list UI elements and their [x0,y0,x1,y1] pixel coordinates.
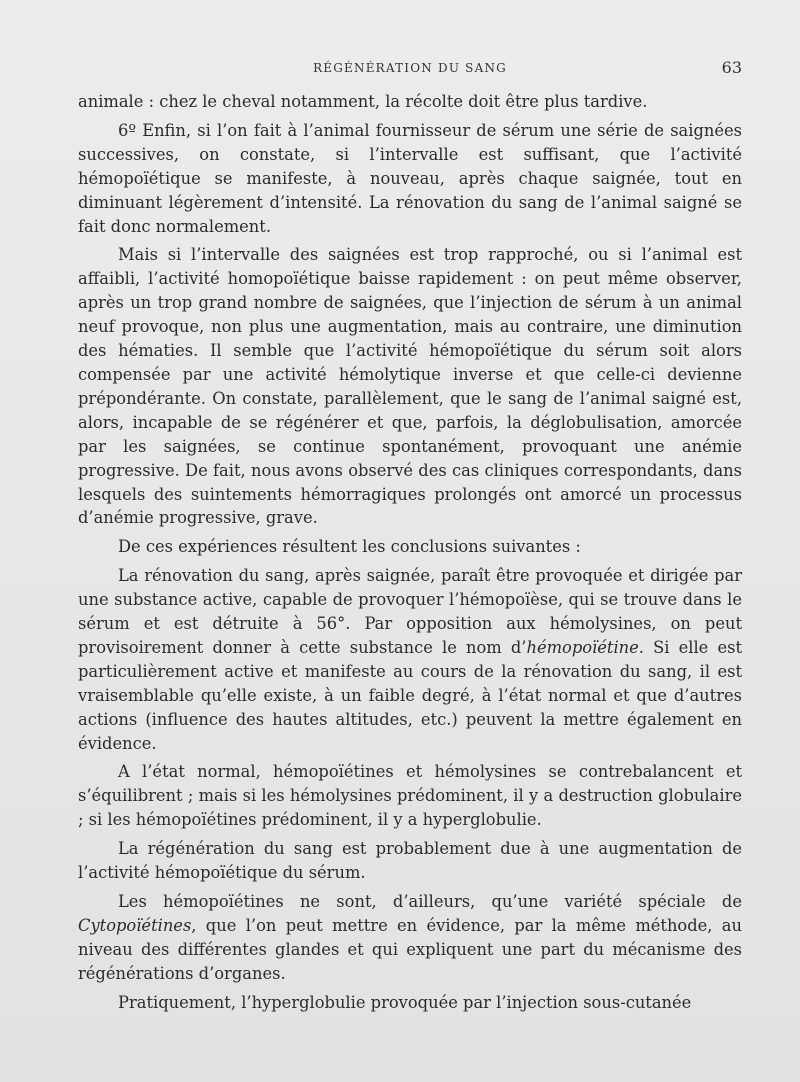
paragraph-point-6: 6º Enfin, si l’on fait à l’animal fournisseur de sérum une série de saignées successives, on constate, si l’intervalle est suffisant, que l’activité hémopoïétique se manifeste, à nouveau, après chaque saignée, tout en diminuant légèrement d’intensité. La rénovation du sang de l’animal saigné se fait donc normalement. [78,120,742,236]
paragraph-cytopoietines [78,890,742,986]
italic-term-hemopoietine: hémopoïétine [526,637,639,657]
paragraph-continuation: animale : chez le cheval notamment, la récolte doit être plus tardive. [78,92,648,111]
running-header [78,58,742,80]
paragraph-conclusions-intro: De ces expériences résultent les conclusions suivantes : [118,537,581,557]
italic-term-cytopoietines: Cytopoïétines [78,915,192,935]
paragraph-regeneration: La régénération du sang est probablement due à une augmentation de l’activité hémopoïétique du sérum. [78,839,742,883]
paragraph-renovation [78,564,742,755]
paragraph-intervalle: Mais si l’intervalle des saignées est trop rapproché, ou si l’animal est affaibli, l’activité homopoïétique baisse rapidement : on peut même observer, après un trop grand nombre de saignées, que l’injection de sérum à un animal neuf provoque, non plus une augmentation, mais au contraire, une diminution des hématies. Il semble que l’activité hémopoïétique du sérum soit alors compensée par une activité hémolytique inverse et que celle-ci devienne prépondérante. On constate, parallèlement, que le sang de l’animal saigné est, alors, incapable de se régénérer et que, parfois, la déglobulisation, amorcée par les saignées, se continue spontanément, provoquant une anémie progressive. De fait, nous avons observé des cas cliniques correspondants, dans lesquels des suintements hémorragiques prolongés ont amorcé un processus d’anémie progressive, grave. [78,245,742,528]
text-segment: , que l’on peut mettre en évidence, par la même méthode, au niveau des différentes glandes et qui expliquent une part du mécanisme des régénérations d’organes. [78,915,742,983]
page-number: 63 [721,58,742,77]
chapter-title: RÉGÉNÉRATION DU SANG [313,61,507,75]
paragraph-etat-normal: A l’état normal, hémopoïétines et hémolysines se contrebalancent et s’équilibrent ; mais si les hémolysines prédominent, il y a destruction globulaire ; si les hémopoïétines prédominent, il y a hyperglobulie. [78,762,742,830]
text-segment: La rénovation du sang, après saignée, paraît être provoquée et dirigée par une substance active, capable de provoquer l’hémopoïèse, qui se trouve dans le sérum et est détruite à 56°. Par opposition aux hémolysines, on peut provisoirement donner à cette substance le nom d’ [78,566,742,657]
text-segment: . Si elle est particulièrement active et manifeste au cours de la rénovation du sang, il est vraisemblable qu’elle existe, à un faible degré, à l’état normal et que d’autres actions (influence des hautes altitudes, etc.) peuvent la mettre également en évidence. [78,637,743,753]
paragraph-pratiquement: Pratiquement, l’hyperglobulie provoquée par l’injection sous-cutanée [118,992,692,1012]
body-text [78,90,742,1020]
text-segment: Les hémopoïétines ne sont, d’ailleurs, qu’une variété spéciale de [118,892,742,911]
